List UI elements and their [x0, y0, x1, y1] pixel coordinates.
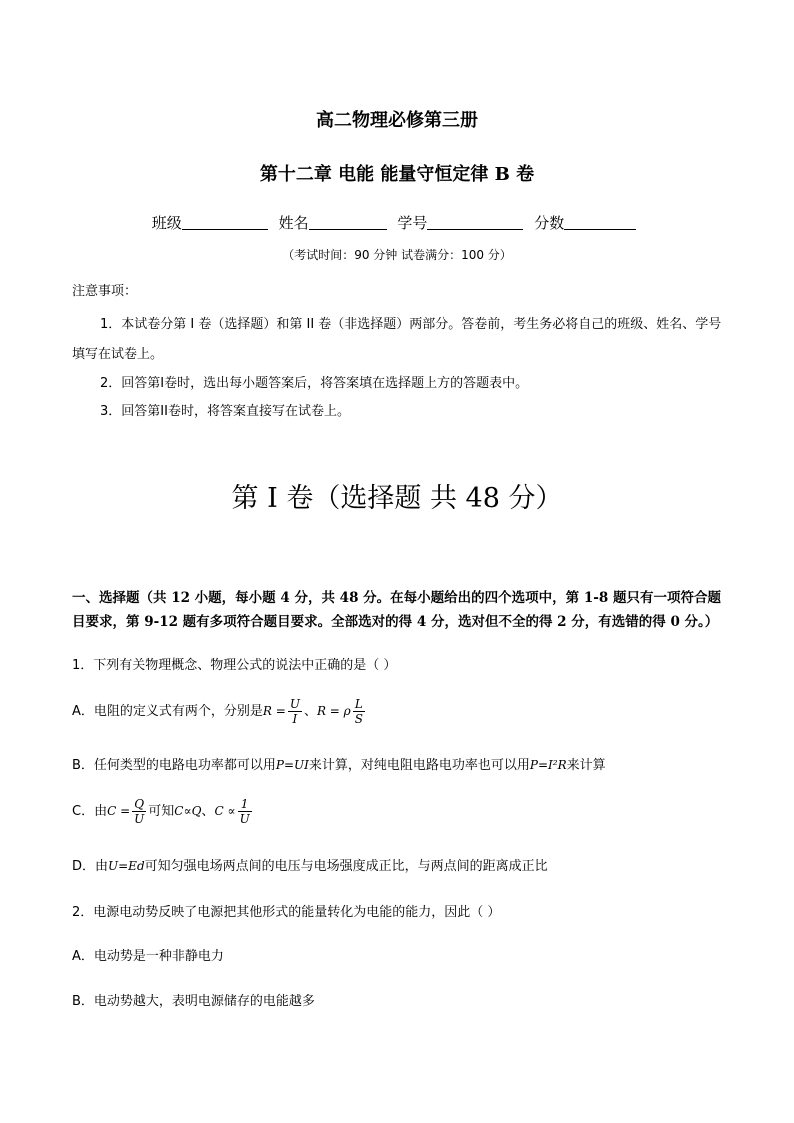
- name-blank: [309, 213, 387, 230]
- exam-time-info: （考试时间：90 分钟 试卷满分：100 分）: [282, 248, 512, 262]
- fraction: $\frac{Q}{U}$: [134, 797, 145, 826]
- exam-title: 高二物理必修第三册: [316, 110, 478, 131]
- score-label: 分数: [534, 214, 565, 232]
- name-label: 姓名: [278, 214, 309, 232]
- question-2-option-a: A．电动势是一种非静电力: [72, 949, 224, 964]
- question-1-option-b: B．任何类型的电路电功率都可以用P=UI来计算，对纯电阻电路电功率也可以用P=I²R来计算: [72, 758, 606, 773]
- student-id-blank: [427, 213, 523, 230]
- note-item: 2．回答第I卷时，选出每小题答案后，将答案填在选择题上方的答题表中。: [100, 376, 529, 391]
- fraction: $\frac{L}{S}$: [354, 697, 363, 726]
- chapter-title: 第十二章 电能 能量守恒定律 B 卷: [259, 164, 535, 185]
- student-info-fields: [0, 212, 794, 233]
- question-1-option-a: A．电阻的定义式有两个，分别是R = $\frac{U}{I}$ 、R = ρ $\frac{L}{S}$: [72, 697, 363, 726]
- fraction: $\frac{1}{U}$: [239, 797, 250, 826]
- question-2-option-b: B．电动势越大，表明电源储存的电能越多: [72, 994, 315, 1009]
- class-blank: [182, 213, 268, 230]
- question-1-option-c: C．由C = $\frac{Q}{U}$ 可知C∝Q、C ∝ $\frac{1}{U}$: [72, 797, 250, 826]
- notes-title: 注意事项：: [72, 284, 138, 299]
- section-instructions: 一、选择题（共 12 小题，每小题 4 分，共 48 分。在每小题给出的四个选项中，第 1-8 题只有一项符合题目要求，第 9-12 题有多项符合题目要求。全部选对的得 4 分，选对但不全的得 2 分，有选错的得 0 分。）: [72, 590, 721, 630]
- fraction: $\frac{U}{I}$: [289, 697, 300, 726]
- question-1-option-d: D．由U=Ed可知匀强电场两点间的电压与电场强度成正比，与两点间的距离成正比: [72, 859, 548, 874]
- question-1-stem: 1．下列有关物理概念、物理公式的说法中正确的是（ ）: [72, 658, 397, 673]
- class-label: 班级: [151, 214, 182, 232]
- score-blank: [564, 213, 636, 230]
- question-2-stem: 2．电源电动势反映了电源把其他形式的能量转化为电能的能力，因此（ ）: [72, 905, 501, 920]
- note-item: 3．回答第II卷时，将答案直接写在试卷上。: [100, 404, 350, 419]
- student-id-label: 学号: [397, 214, 428, 232]
- section-title: 第 I 卷（选择题 共 48 分）: [231, 483, 563, 514]
- note-item: 1．本试卷分第 I 卷（选择题）和第 II 卷（非选择题）两部分。答卷前，考生务必将自己的班级、姓名、学号填写在试卷上。: [72, 317, 722, 362]
